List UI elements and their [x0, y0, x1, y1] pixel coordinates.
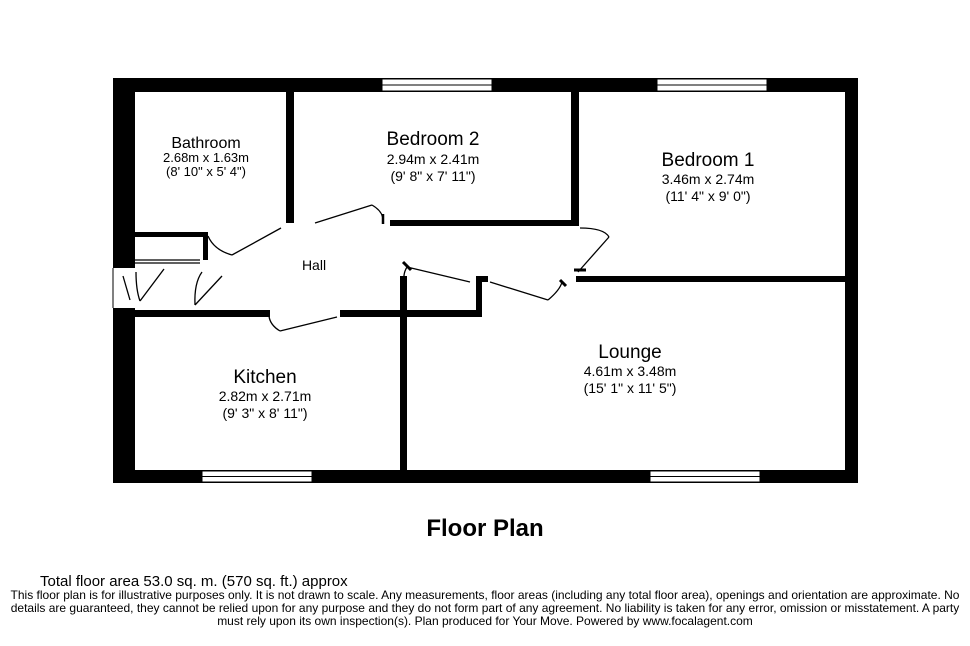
- window-bedroom1: [657, 79, 767, 91]
- room-metric: 3.46m x 2.74m: [661, 171, 755, 187]
- room-imperial: (11' 4" x 9' 0"): [665, 188, 751, 204]
- room-name: Bedroom 2: [386, 129, 480, 150]
- room-imperial: (9' 3" x 8' 11"): [222, 405, 308, 421]
- wall-bed2-bed1: [571, 92, 579, 226]
- room-lounge: [584, 342, 677, 396]
- wall-lounge-left: [400, 276, 407, 474]
- room-name: Bathroom: [171, 135, 241, 152]
- wall-bath-bed2: [286, 92, 294, 223]
- hall-cupboard: [135, 260, 200, 263]
- wall-left-lower: [113, 308, 135, 483]
- door-lounge-inner: [403, 262, 470, 285]
- door-front: [113, 268, 130, 308]
- room-imperial: (9' 8" x 7' 11"): [390, 168, 476, 184]
- total-floor-area: Total floor area 53.0 sq. m. (570 sq. ft.) approx: [40, 573, 348, 590]
- room-metric: 4.61m x 3.48m: [583, 363, 677, 379]
- room-name: Kitchen: [233, 367, 297, 388]
- room-bathroom: [163, 135, 249, 179]
- door-bathroom: [208, 228, 281, 255]
- door-cupboard-1: [136, 269, 164, 301]
- window-kitchen: [202, 471, 312, 482]
- disclaimer-text: This floor plan is for illustrative purposes only. It is not drawn to scale. Any measurements, floor areas (including any total floor area), openings and orientation are approximate. No details are guaranteed, they cannot be relied upon for any purpose and they do not form part of any agreement. No liability is taken for any error, omission or misstatement. A party must rely upon its own inspection(s). Plan produced for Your Move. Powered by www.focalagent.com: [10, 588, 960, 628]
- wall-lounge-stub: [476, 276, 482, 312]
- wall-bathroom-stub: [203, 232, 208, 260]
- room-metric: 2.68m x 1.63m: [163, 150, 249, 165]
- wall-bed2-bottom: [390, 220, 571, 226]
- room-bedroom1: [662, 150, 755, 204]
- room-name: Hall: [301, 257, 327, 273]
- window-lounge: [650, 471, 760, 482]
- door-bedroom2: [315, 205, 383, 224]
- room-bedroom2: [387, 129, 480, 184]
- door-bedroom1: [574, 228, 609, 272]
- room-imperial: (15' 1" x 11' 5"): [583, 380, 677, 396]
- door-kitchen: [269, 316, 337, 331]
- wall-bathroom-bottom: [135, 232, 207, 237]
- door-lounge: [490, 280, 566, 300]
- room-name: Lounge: [598, 342, 662, 363]
- wall-kitchen-top-left: [135, 310, 270, 317]
- room-metric: 2.94m x 2.41m: [386, 151, 480, 167]
- wall-bed1-bottom: [576, 276, 858, 282]
- room-kitchen: [219, 367, 312, 421]
- room-hall: [302, 257, 326, 273]
- room-metric: 2.82m x 2.71m: [218, 388, 312, 404]
- plan-title: Floor Plan: [426, 515, 544, 542]
- window-bedroom2: [382, 79, 492, 91]
- wall-kitchen-top-right: [340, 310, 482, 317]
- door-cupboard-2: [195, 272, 222, 305]
- room-name: Bedroom 1: [661, 150, 755, 171]
- room-imperial: (8' 10" x 5' 4"): [166, 164, 246, 179]
- wall-left-upper: [113, 78, 135, 268]
